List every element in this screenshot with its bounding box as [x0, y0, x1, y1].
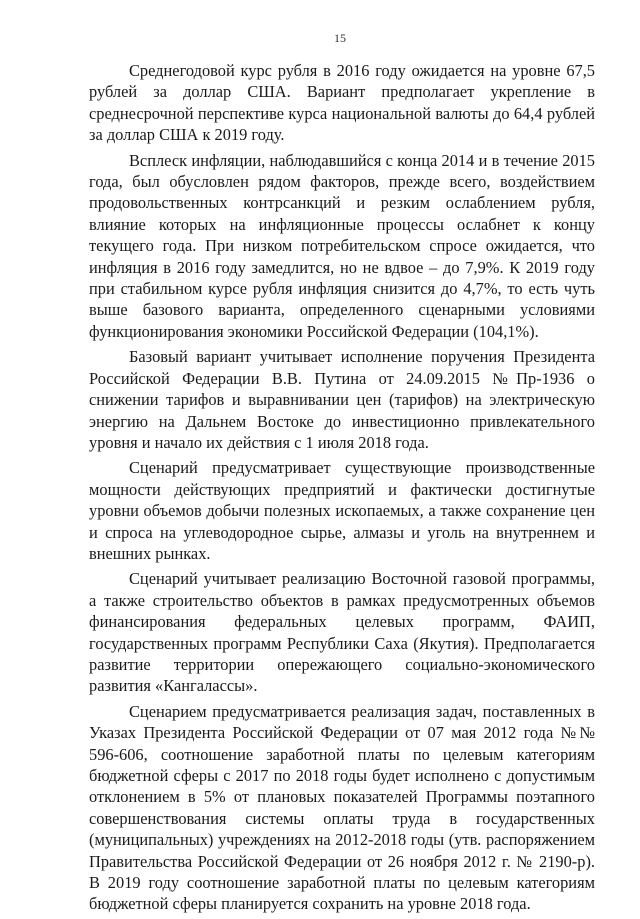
paragraph-inflation: Всплеск инфляции, наблюдавшийся с конца 2014 и в течение 2015 года, был обусловлен рядом факторов, прежде всего, воздействием продовольственных контрсанкций и резким ослаблением рубля, влияние которых на инфляционные процессы ослабнет к концу текущего года. При низком потребительском спросе ожидается, что инфляция в 2016 году замедлится, но не вдвое – до 7,9%. К 2019 году при стабильном курсе рубля инфляция снизится до 4,7%, то есть чуть выше базового варианта, определенного сценарными условиями функционирования экономики Российской Федерации (104,1%).	[89, 150, 595, 341]
document-body	[89, 60, 595, 919]
paragraph-tariffs: Базовый вариант учитывает исполнение поручения Президента Российской Федерации В.В. Путина от 24.09.2015 №Пр-1936 о снижении тарифов и выравнивании цен (тарифов) на электрическую энергию на Дальнем Востоке до инвестиционно привлекательного уровня и начало их действия с 1 июля 2018 года.	[89, 347, 595, 452]
paragraph-production-capacity: Сценарий предусматривает существующие производственные мощности действующих предприятий и фактически достигнутые уровни объемов добычи полезных ископаемых, а также сохранение цен и спроса на углеводородное сырье, алмазы и уголь на внутреннем и внешних рынках.	[89, 458, 595, 563]
paragraph-exchange-rate: Среднегодовой курс рубля в 2016 году ожидается на уровне 67,5 рублей за доллар США. Вариант предполагает укрепление в среднесрочной перспективе курса национальной валюты до 64,4 рублей за доллар США к 2019 году.	[89, 61, 595, 145]
page-number: 15	[334, 31, 346, 45]
paragraph-wage-decrees: Сценарием предусматривается реализация задач, поставленных в Указах Президента Российской Федерации от 07 мая 2012 года №№ 596-606, соотношение заработной платы по целевым категориям бюджетной сферы с 2017 по 2018 годы будет исполнено с допустимым отклонением в 5% от плановых показателей Программы поэтапного совершенствования системы оплаты труда в государственных (муниципальных) учреждениях на 2012-2018 годы (утв. распоряжением Правительства Российской Федерации от 26 ноября 2012 г. № 2190-р). В 2019 году соотношение заработной платы по целевым категориям бюджетной сферы планируется сохранить на уровне 2018 года.	[89, 701, 595, 914]
paragraph-gas-program: Сценарий учитывает реализацию Восточной газовой программы, а также строительство объектов в рамках предусмотренных объемов финансирования федеральных целевых программ, ФАИП, государственных программ Республики Саха (Якутия). Предполагается развитие территории опережающего социально-экономического развития «Кангалассы».	[89, 569, 595, 696]
